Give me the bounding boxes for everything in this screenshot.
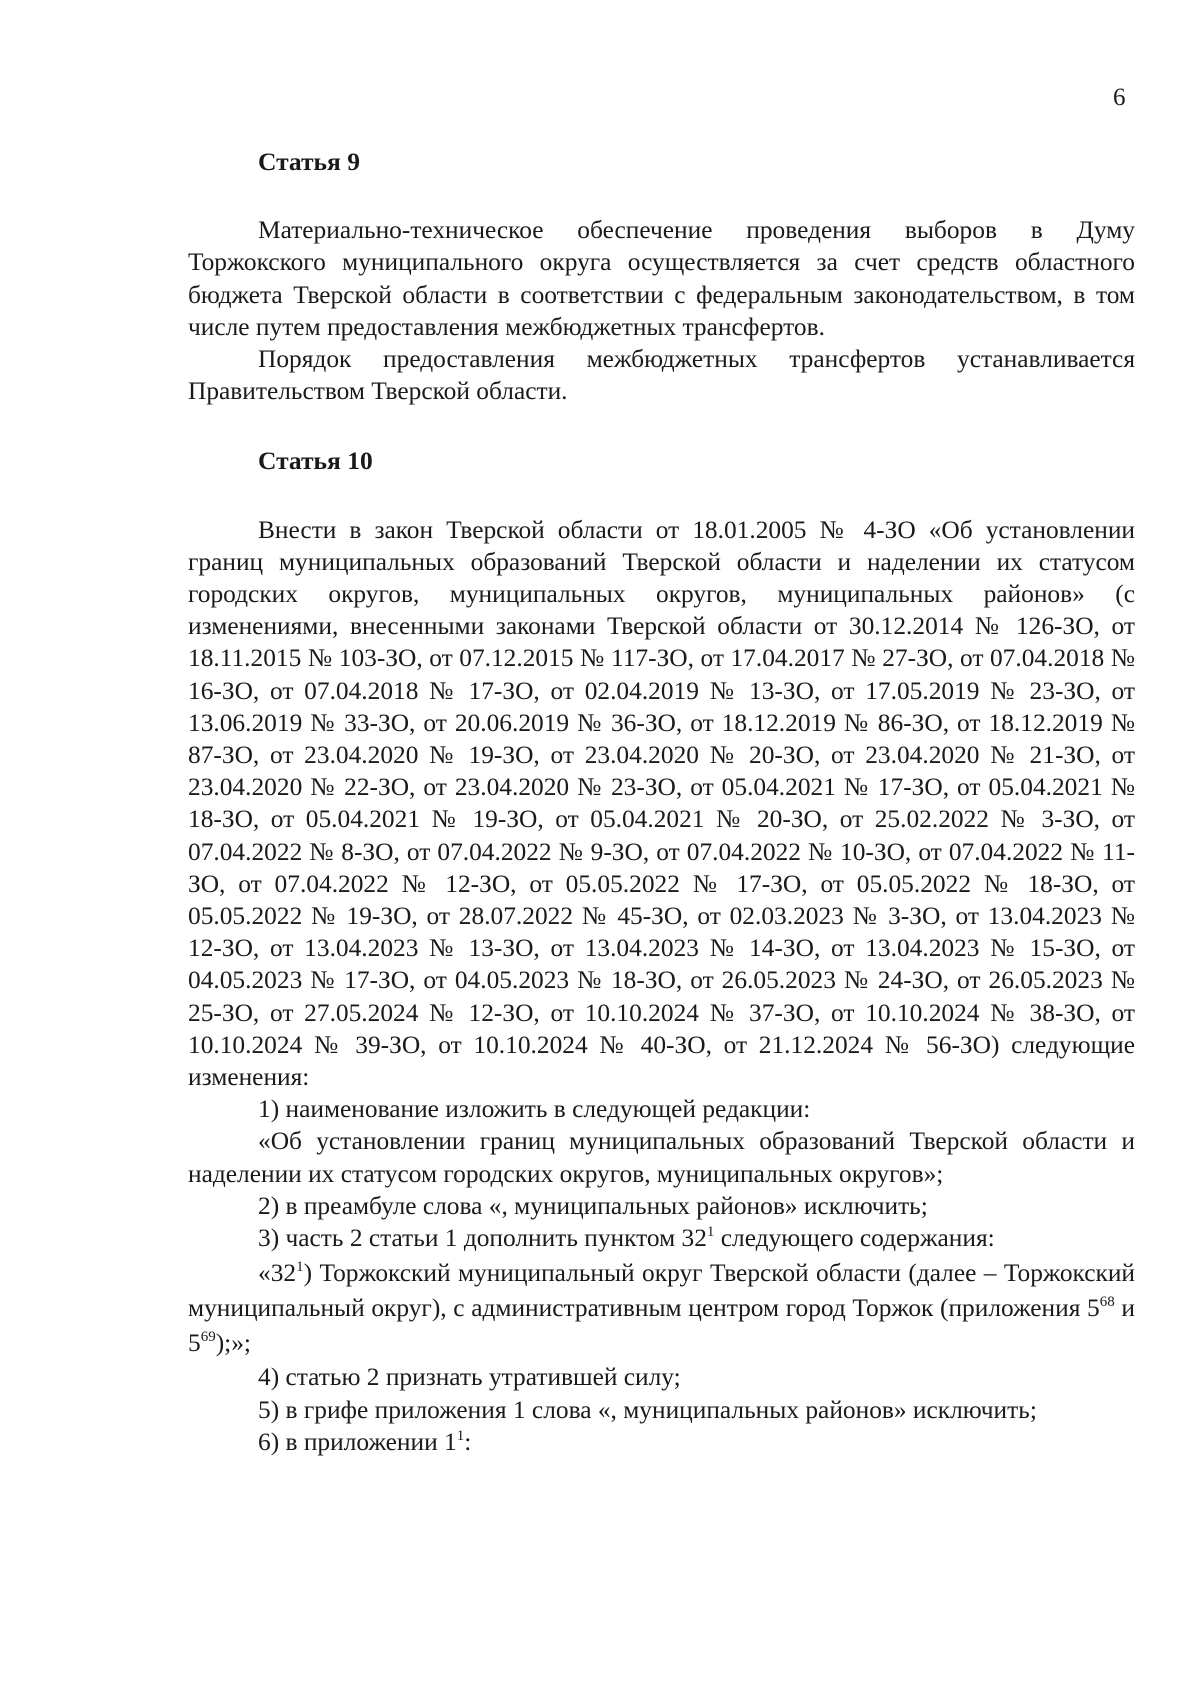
item-3-quote-open: «32 <box>258 1259 297 1288</box>
item-3-quote-mid: и 5 <box>188 1294 1136 1358</box>
article-9-paragraph-1: Материально-техническое обеспечение проведения выборов в Думу Торжокского муниципального округа осуществляется за счет средств областного бюджета Тверской области в соответствии с федеральным законодательством, в том числе путем предоставления межбюджетных трансфертов. <box>188 216 1135 341</box>
article-9-paragraph-2: Порядок предоставления межбюджетных трансфертов устанавливается Правительством Тверской области. <box>188 345 1135 406</box>
item-6-text: 6) в приложении 1 <box>258 1427 457 1456</box>
item-3-superscript: 1 <box>706 1224 715 1241</box>
item-2: 2) в преамбуле слова «, муниципальных районов» исключить; <box>258 1191 928 1220</box>
item-3-quote-end: );»; <box>215 1329 251 1358</box>
article-9-heading: Статья 9 <box>258 147 360 176</box>
item-3-text: 3) часть 2 статьи 1 дополнить пунктом 32 <box>258 1224 707 1253</box>
item-3-quote <box>188 1256 1135 1361</box>
item-3-text-end: следующего содержания: <box>714 1224 995 1253</box>
item-6-text-end: : <box>464 1427 472 1456</box>
article-10-intro: Внести в закон Тверской области от 18.01.2005 № 4-ЗО «Об установлении границ муниципальных образований Тверской области и наделении их статусом городских округов, муниципальных округов, муниципальных районов» (с изменениями, внесенными законами Тверской области от 30.12.2014 № 126-ЗО, от 18.11.2015 № 103-ЗО, от 07.12.2015 № 117-ЗО, от 17.04.2017 № 27-ЗО, от 07.04.2018 № 16-ЗО, от 07.04.2018 № 17-ЗО, от 02.04.2019 № 13-ЗО, от 17.05.2019 № 23-ЗО, от 13.06.2019 № 33-ЗО, от 20.06.2019 № 36-ЗО, от 18.12.2019 № 86-ЗО, от 18.12.2019 № 87-ЗО, от 23.04.2020 № 19-ЗО, от 23.04.2020 № 20-ЗО, от 23.04.2020 № 21-ЗО, от 23.04.2020 № 22-ЗО, от 23.04.2020 № 23-ЗО, от 05.04.2021 № 17-ЗО, от 05.04.2021 № 18-ЗО, от 05.04.2021 № 19-ЗО, от 05.04.2021 № 20-ЗО, от 25.02.2022 № 3-ЗО, от 07.04.2022 № 8-ЗО, от 07.04.2022 № 9-ЗО, от 07.04.2022 № 10-ЗО, от 07.04.2022 № 11-ЗО, от 07.04.2022 № 12-ЗО, от 05.05.2022 № 17-ЗО, от 05.05.2022 № 18-ЗО, от 05.05.2022 № 19-ЗО, от 28.07.2022 № 45-ЗО, от 02.03.2023 № 3-ЗО, от 13.04.2023 № 12-ЗО, от 13.04.2023 № 13-ЗО, от 13.04.2023 № 14-ЗО, от 13.04.2023 № 15-ЗО, от 04.05.2023 № 17-ЗО, от 04.05.2023 № 18-ЗО, от 26.05.2023 № 24-ЗО, от 26.05.2023 № 25-ЗО, от 27.05.2024 № 12-ЗО, от 10.10.2024 № 37-ЗО, от 10.10.2024 № 38-ЗО, от 10.10.2024 № 39-ЗО, от 10.10.2024 № 40-ЗО, от 21.12.2024 № 56-ЗО) следующие изменения: <box>188 515 1135 1092</box>
item-4: 4) статью 2 признать утратившей силу; <box>258 1363 681 1392</box>
item-5: 5) в грифе приложения 1 слова «, муниципальных районов» исключить; <box>258 1395 1037 1424</box>
appendix-68-superscript: 68 <box>1099 1294 1115 1311</box>
item-3-quote-superscript: 1 <box>296 1259 304 1276</box>
item-3-quote-text: ) Торжокский муниципальный округ Тверской области (далее – Торжокский муниципальный округ), с административным центром город Торжок (приложения 5 <box>188 1259 1135 1323</box>
document-body <box>188 136 1135 1458</box>
item-1: 1) наименование изложить в следующей редакции: <box>258 1095 811 1124</box>
item-6 <box>188 1426 1135 1458</box>
appendix-69-superscript: 69 <box>200 1329 216 1346</box>
item-6-superscript: 1 <box>456 1427 465 1444</box>
page-number: 6 <box>1113 84 1126 111</box>
item-3 <box>188 1222 1135 1254</box>
item-1-quote: «Об установлении границ муниципальных образований Тверской области и наделении их статусом городских округов, муниципальных округов»; <box>188 1127 1135 1188</box>
article-10-heading: Статья 10 <box>258 446 373 476</box>
